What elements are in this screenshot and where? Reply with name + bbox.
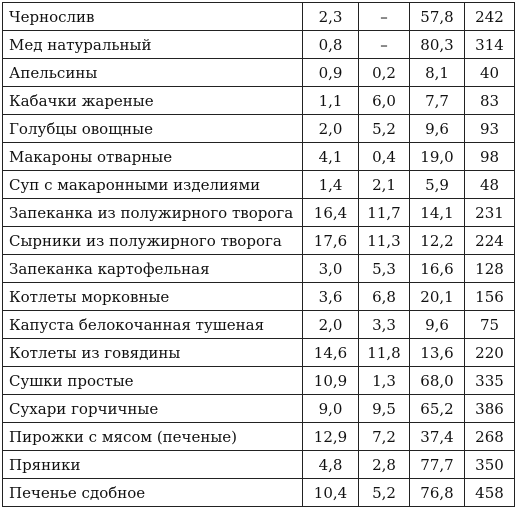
fat-cell: 9,5 [359, 395, 410, 423]
carbs-cell: 13,6 [410, 339, 465, 367]
table-row [3, 31, 515, 59]
food-name-cell: Котлеты морковные [3, 283, 303, 311]
fat-cell: 5,2 [359, 479, 410, 507]
calories-cell: 128 [465, 255, 515, 283]
food-name-cell: Макароны отварные [3, 143, 303, 171]
fat-cell: 0,4 [359, 143, 410, 171]
food-name-cell: Сухари горчичные [3, 395, 303, 423]
carbs-cell: 77,7 [410, 451, 465, 479]
protein-cell: 10,4 [303, 479, 359, 507]
calories-cell: 350 [465, 451, 515, 479]
table-row [3, 311, 515, 339]
carbs-cell: 9,6 [410, 311, 465, 339]
table-row [3, 423, 515, 451]
carbs-cell: 20,1 [410, 283, 465, 311]
fat-cell: 2,1 [359, 171, 410, 199]
protein-cell: 14,6 [303, 339, 359, 367]
fat-cell: 3,3 [359, 311, 410, 339]
fat-cell: – [359, 31, 410, 59]
calories-cell: 224 [465, 227, 515, 255]
fat-cell: 1,3 [359, 367, 410, 395]
carbs-cell: 37,4 [410, 423, 465, 451]
calories-cell: 93 [465, 115, 515, 143]
food-name-cell: Котлеты из говядины [3, 339, 303, 367]
protein-cell: 10,9 [303, 367, 359, 395]
fat-cell: 7,2 [359, 423, 410, 451]
calories-cell: 83 [465, 87, 515, 115]
food-name-cell: Кабачки жареные [3, 87, 303, 115]
fat-cell: 6,0 [359, 87, 410, 115]
protein-cell: 1,1 [303, 87, 359, 115]
calories-cell: 242 [465, 3, 515, 31]
fat-cell: 5,3 [359, 255, 410, 283]
food-name-cell: Сырники из полужирного творога [3, 227, 303, 255]
calories-cell: 386 [465, 395, 515, 423]
carbs-cell: 80,3 [410, 31, 465, 59]
fat-cell: 6,8 [359, 283, 410, 311]
carbs-cell: 65,2 [410, 395, 465, 423]
food-name-cell: Суп с макаронными изделиями [3, 171, 303, 199]
food-name-cell: Запеканка из полужирного творога [3, 199, 303, 227]
protein-cell: 9,0 [303, 395, 359, 423]
table-row [3, 3, 515, 31]
carbs-cell: 5,9 [410, 171, 465, 199]
protein-cell: 0,9 [303, 59, 359, 87]
food-name-cell: Пряники [3, 451, 303, 479]
table-row [3, 451, 515, 479]
calories-cell: 458 [465, 479, 515, 507]
calories-cell: 268 [465, 423, 515, 451]
table-row [3, 87, 515, 115]
fat-cell: 2,8 [359, 451, 410, 479]
carbs-cell: 57,8 [410, 3, 465, 31]
table-row [3, 199, 515, 227]
fat-cell: 5,2 [359, 115, 410, 143]
calories-cell: 40 [465, 59, 515, 87]
protein-cell: 2,0 [303, 311, 359, 339]
protein-cell: 3,0 [303, 255, 359, 283]
fat-cell: – [359, 3, 410, 31]
carbs-cell: 16,6 [410, 255, 465, 283]
table-row [3, 395, 515, 423]
fat-cell: 11,8 [359, 339, 410, 367]
food-name-cell: Чернослив [3, 3, 303, 31]
table-row [3, 367, 515, 395]
food-name-cell: Печенье сдобное [3, 479, 303, 507]
fat-cell: 11,3 [359, 227, 410, 255]
table-row [3, 143, 515, 171]
table-row [3, 115, 515, 143]
protein-cell: 4,8 [303, 451, 359, 479]
food-name-cell: Пирожки с мясом (печеные) [3, 423, 303, 451]
protein-cell: 17,6 [303, 227, 359, 255]
protein-cell: 1,4 [303, 171, 359, 199]
food-name-cell: Запеканка картофельная [3, 255, 303, 283]
table-body [3, 3, 515, 507]
calories-cell: 156 [465, 283, 515, 311]
protein-cell: 2,3 [303, 3, 359, 31]
food-name-cell: Апельсины [3, 59, 303, 87]
calories-cell: 335 [465, 367, 515, 395]
table-row [3, 339, 515, 367]
protein-cell: 0,8 [303, 31, 359, 59]
carbs-cell: 14,1 [410, 199, 465, 227]
carbs-cell: 76,8 [410, 479, 465, 507]
food-name-cell: Сушки простые [3, 367, 303, 395]
carbs-cell: 9,6 [410, 115, 465, 143]
carbs-cell: 12,2 [410, 227, 465, 255]
protein-cell: 16,4 [303, 199, 359, 227]
carbs-cell: 68,0 [410, 367, 465, 395]
carbs-cell: 8,1 [410, 59, 465, 87]
protein-cell: 3,6 [303, 283, 359, 311]
calories-cell: 98 [465, 143, 515, 171]
table-row [3, 283, 515, 311]
nutrition-table [2, 2, 515, 507]
table-row [3, 227, 515, 255]
fat-cell: 0,2 [359, 59, 410, 87]
food-name-cell: Капуста белокочанная тушеная [3, 311, 303, 339]
table-row [3, 171, 515, 199]
table-row [3, 255, 515, 283]
food-name-cell: Мед натуральный [3, 31, 303, 59]
protein-cell: 12,9 [303, 423, 359, 451]
carbs-cell: 19,0 [410, 143, 465, 171]
table-row [3, 479, 515, 507]
food-name-cell: Голубцы овощные [3, 115, 303, 143]
calories-cell: 75 [465, 311, 515, 339]
carbs-cell: 7,7 [410, 87, 465, 115]
calories-cell: 220 [465, 339, 515, 367]
protein-cell: 2,0 [303, 115, 359, 143]
fat-cell: 11,7 [359, 199, 410, 227]
protein-cell: 4,1 [303, 143, 359, 171]
calories-cell: 314 [465, 31, 515, 59]
calories-cell: 231 [465, 199, 515, 227]
table-row [3, 59, 515, 87]
calories-cell: 48 [465, 171, 515, 199]
